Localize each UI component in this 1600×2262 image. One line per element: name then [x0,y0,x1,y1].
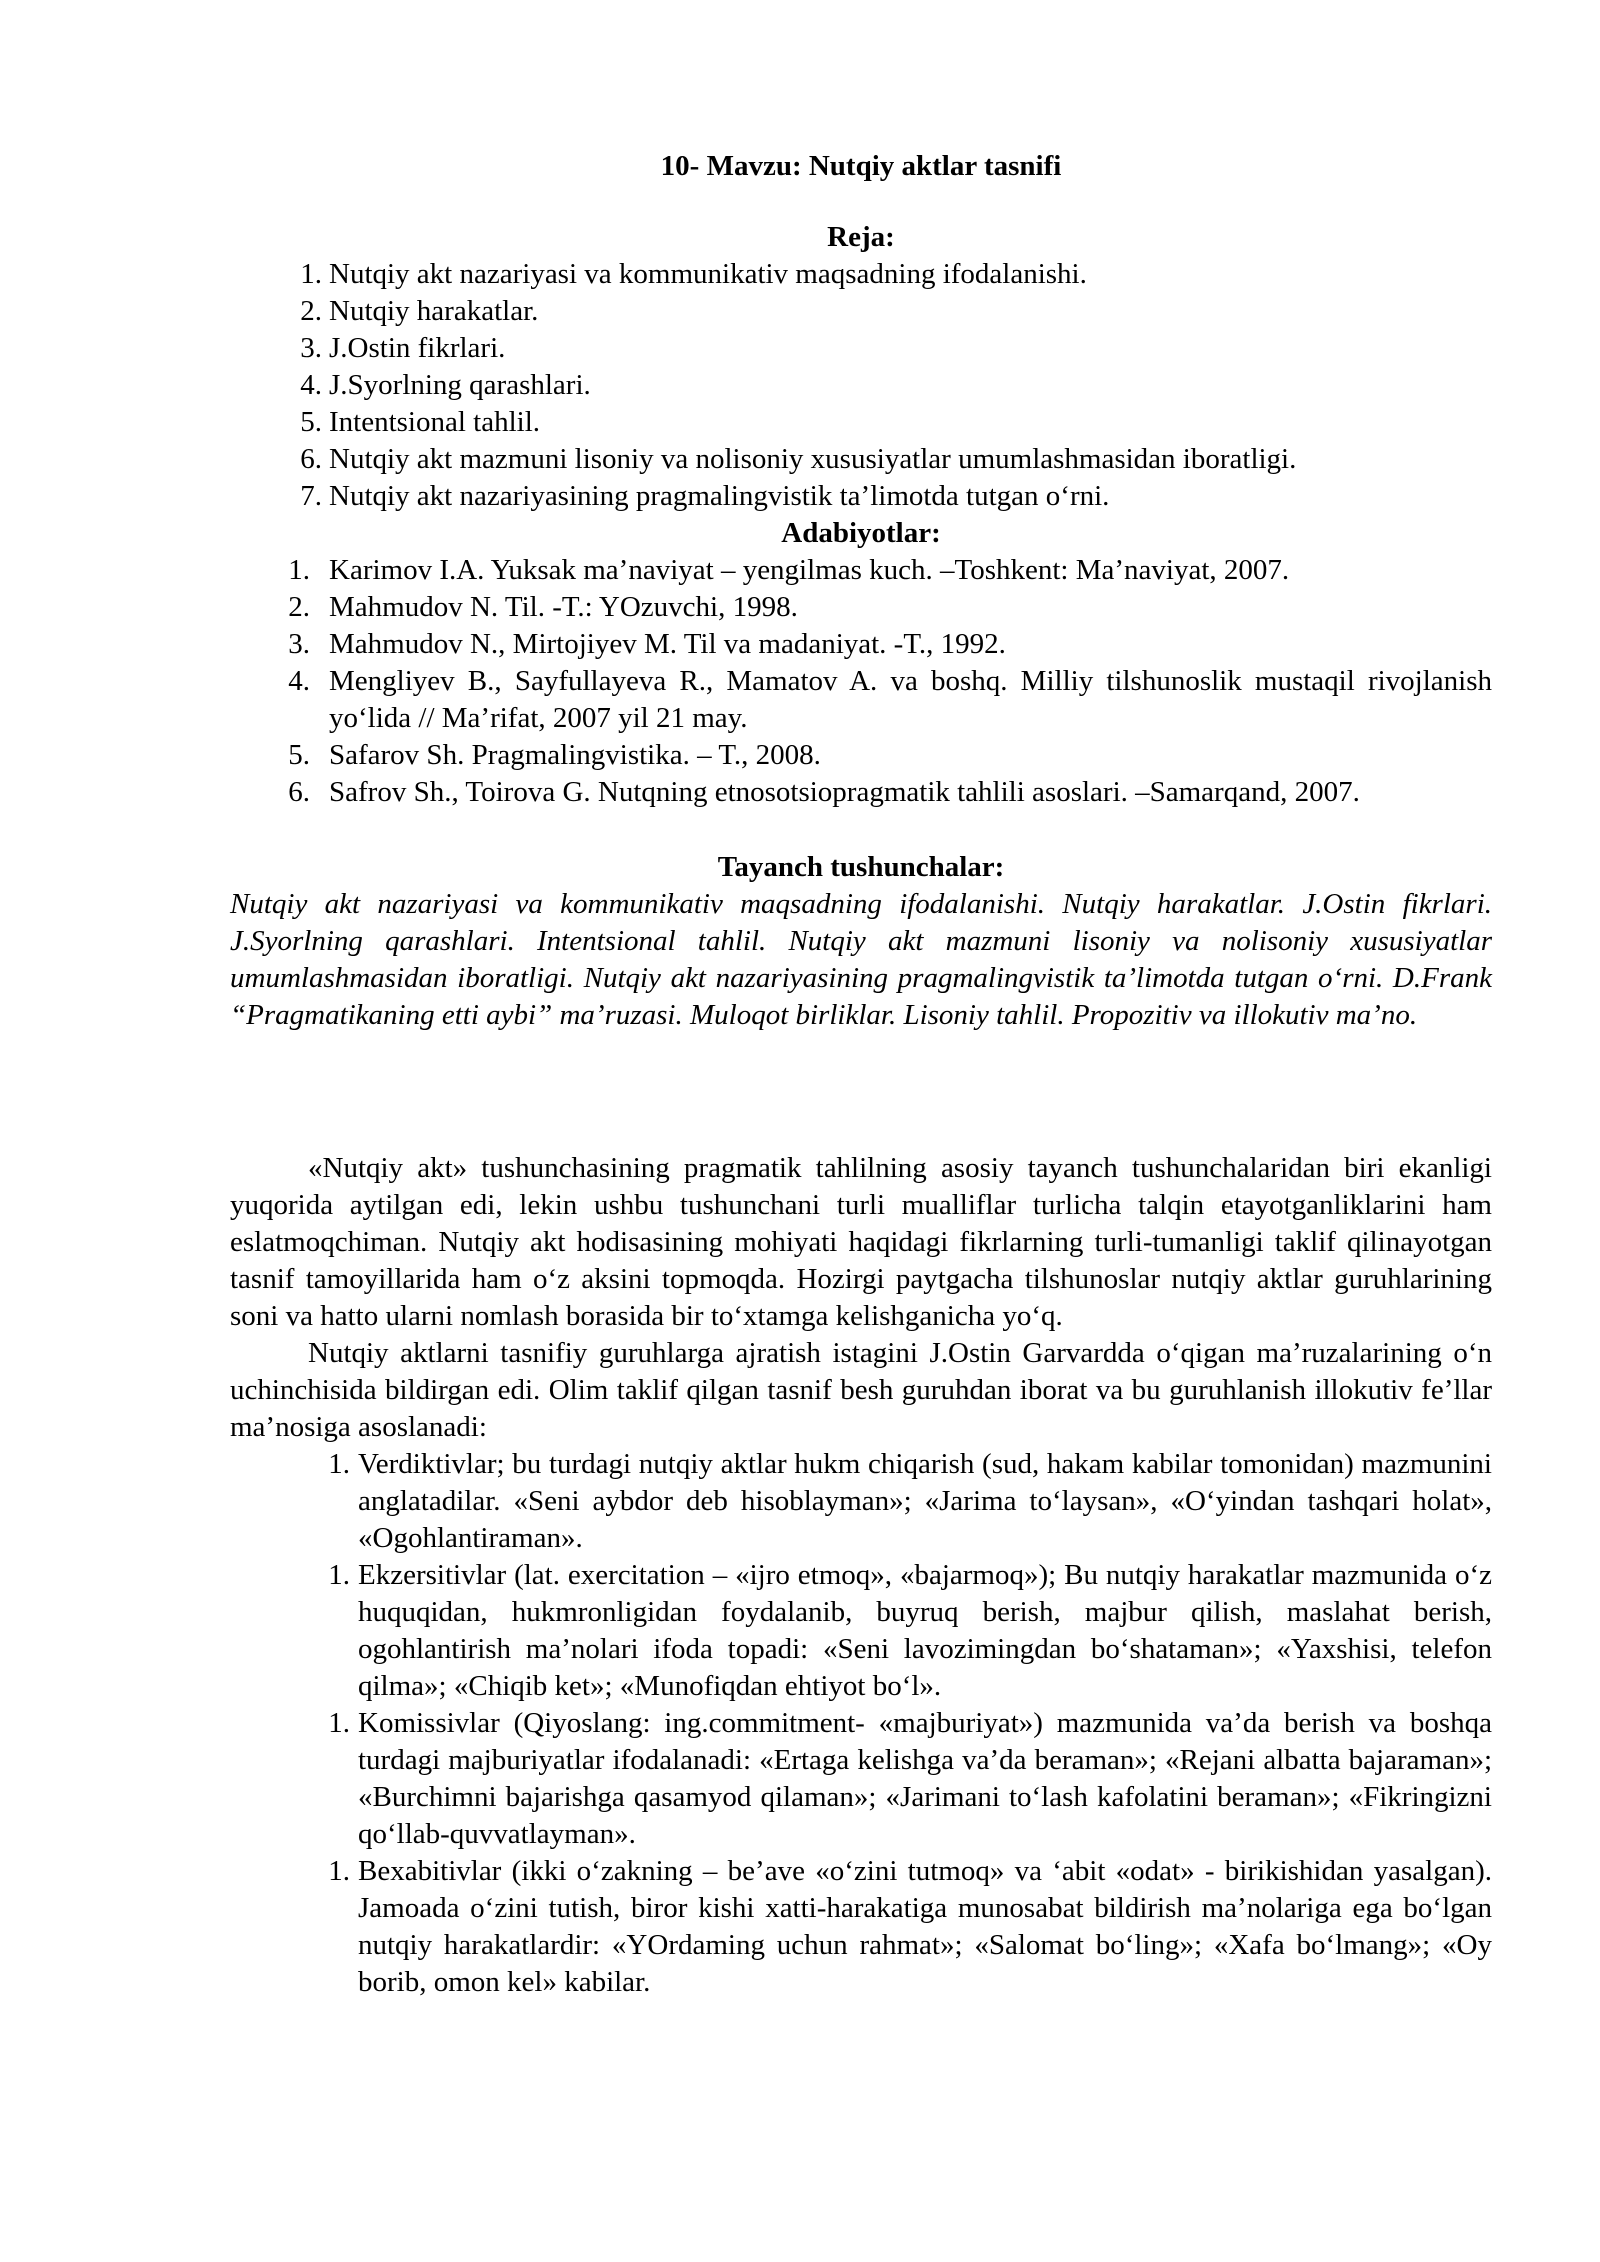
literature-heading: Adabiyotlar: [781,517,941,549]
type-item-number: 1. [328,1855,350,1887]
plan-item [230,293,1492,330]
plan-item [230,404,1492,441]
literature-list [230,552,1492,811]
plan-item [230,330,1492,367]
plan-item [230,478,1492,515]
literature-item [230,589,1492,626]
literature-item [230,774,1492,811]
body-paragraph: «Nutqiy akt» tushunchasining pragmatik tahlilning asosiy tayanch tushunchalaridan biri ekanligi yuqorida aytilgan edi, lekin ushbu tushunchani turli mualliflar turlicha talqin etayotganliklarini ham eslatmoqchiman. Nutqiy akt hodisasining mohiyati haqidagi fikrlarning turli-tumanligi taklif qilinayotgan tasnif tamoyillarida ham o‘z aksini topmoqda. Hozirgi paytgacha tilshunoslar nutqiy aktlar guruhlarining soni va hatto ularni nomlash borasida bir to‘xtamga kelishganicha yo‘q. [230,1152,1492,1332]
speech-act-types-list [230,1446,1492,2001]
speech-act-type-item [230,1853,1492,2001]
key-concepts-heading: Tayanch tushunchalar: [717,851,1005,883]
plan-item-text: Intentsional tahlil. [329,406,541,438]
body-paragraph: Nutqiy aktlarni tasnifiy guruhlarga ajratish istagini J.Ostin Garvardda o‘qigan ma’ruzalarining o‘n uchinchisida bildirgan edi. Olim taklif qilgan tasnif besh guruhdan iborat va bu guruhlanish illokutiv fe’llar ma’nosiga asoslanadi: [230,1337,1492,1443]
type-item-text: Verdiktivlar; bu turdagi nutqiy aktlar hukm chiqarish (sud, hakam kabilar tomonidan) mazmunini anglatadilar. «Seni aybdor deb hisoblayman»; «Jarima to‘laysan», «O‘yindan tashqari holat», «Ogohlantiraman». [358,1448,1492,1554]
plan-item-number: 4. [300,369,322,401]
plan-list [230,256,1492,515]
plan-item-text: Nutqiy akt mazmuni lisoniy va nolisoniy xususiyatlar umumlashmasidan iboratligi. [329,443,1297,475]
page-title: 10- Mavzu: Nutqiy aktlar tasnifi [660,150,1062,182]
type-item-number: 1. [328,1559,350,1591]
plan-item-text: Nutqiy harakatlar. [329,295,539,327]
plan-item-text: Nutqiy akt nazariyasining pragmalingvistik ta’limotda tutgan o‘rni. [329,480,1110,512]
speech-act-type-item [230,1705,1492,1853]
type-item-number: 1. [328,1448,350,1480]
plan-item-text: J.Ostin fikrlari. [329,332,506,364]
type-item-text: Ekzersitivlar (lat. exercitation – «ijro etmoq», «bajarmoq»); Bu nutqiy harakatlar mazmunida o‘z huquqidan, hukmronligidan foydalanib, buyruq berish, majbur qilish, maslahat berish, ogohlantirish ma’nolari ifoda topadi: «Seni lavozimingdan bo‘shataman»; «Yaxshisi, telefon qilma»; «Chiqib ket»; «Munofiqdan ehtiyot bo‘l». [358,1559,1492,1702]
literature-item [230,663,1492,737]
document-page [230,148,1492,2001]
literature-item [230,737,1492,774]
plan-item-number: 6. [300,443,322,475]
plan-item-text: Nutqiy akt nazariyasi va kommunikativ maqsadning ifodalanishi. [329,258,1087,290]
literature-item [230,552,1492,589]
literature-item-number: 5. [288,739,310,771]
speech-act-type-item [230,1557,1492,1705]
key-concepts-text: Nutqiy akt nazariyasi va kommunikativ maqsadning ifodalanishi. Nutqiy harakatlar. J.Ostin fikrlari. J.Syorlning qarashlari. Intentsional tahlil. Nutqiy akt mazmuni lisoniy va nolisoniy xususiyatlar umumlashmasidan iboratligi. Nutqiy akt nazariyasining pragmalingvistik ta’limotda tutgan o‘rni. D.Frank “Pragmatikaning etti aybi” ma’ruzasi. Muloqot birliklar. Lisoniy tahlil. Propozitiv va illokutiv ma’no. [230,888,1492,1031]
literature-item-text: Mahmudov N. Til. -T.: YOzuvchi, 1998. [329,591,798,623]
literature-item-text: Safrov Sh., Toirova G. Nutqning etnosotsiopragmatik tahlili asoslari. –Samarqand, 2007. [329,776,1360,808]
plan-item-text: J.Syorlning qarashlari. [329,369,591,401]
literature-item-number: 2. [288,591,310,623]
literature-item-text: Mahmudov N., Mirtojiyev M. Til va madaniyat. -T., 1992. [329,628,1006,660]
plan-item [230,441,1492,478]
plan-item-number: 2. [300,295,322,327]
literature-item [230,626,1492,663]
plan-item-number: 5. [300,406,322,438]
literature-item-number: 4. [288,665,310,697]
type-item-text: Komissivlar (Qiyoslang: ing.commitment- «majburiyat») mazmunida va’da berish va boshqa turdagi majburiyatlar ifodalanadi: «Ertaga kelishga va’da beraman»; «Rejani albatta bajaraman»; «Burchimni bajarishga qasamyod qilaman»; «Jarimani to‘lash kafolatini beraman»; «Fikringizni qo‘llab-quvvatlayman». [358,1707,1492,1850]
speech-act-type-item [230,1446,1492,1557]
literature-item-text: Karimov I.A. Yuksak ma’naviyat – yengilmas kuch. –Toshkent: Ma’naviyat, 2007. [329,554,1290,586]
type-item-text: Bexabitivlar (ikki o‘zakning – be’ave «o‘zini tutmoq» va ‘abit «odat» - birikishidan yasalgan). Jamoada o‘zini tutish, biror kishi xatti-harakatiga munosabat bildirish ma’nolariga ega bo‘lgan nutqiy harakatlardir: «YOrdaming uchun rahmat»; «Salomat bo‘ling»; «Xafa bo‘lmang»; «Oy borib, omon kel» kabilar. [358,1855,1492,1998]
plan-item-number: 3. [300,332,322,364]
literature-item-number: 6. [288,776,310,808]
type-item-number: 1. [328,1707,350,1739]
plan-item-number: 1. [300,258,322,290]
literature-item-text: Safarov Sh. Pragmalingvistika. – T., 2008. [329,739,821,771]
literature-item-text: Mengliyev B., Sayfullayeva R., Mamatov A. va boshq. Milliy tilshunoslik mustaqil rivojlanish yo‘lida // Ma’rifat, 2007 yil 21 may. [329,665,1492,734]
literature-item-number: 1. [288,554,310,586]
plan-item-number: 7. [300,480,322,512]
plan-heading: Reja: [827,221,895,253]
literature-item-number: 3. [288,628,310,660]
plan-item [230,256,1492,293]
plan-item [230,367,1492,404]
